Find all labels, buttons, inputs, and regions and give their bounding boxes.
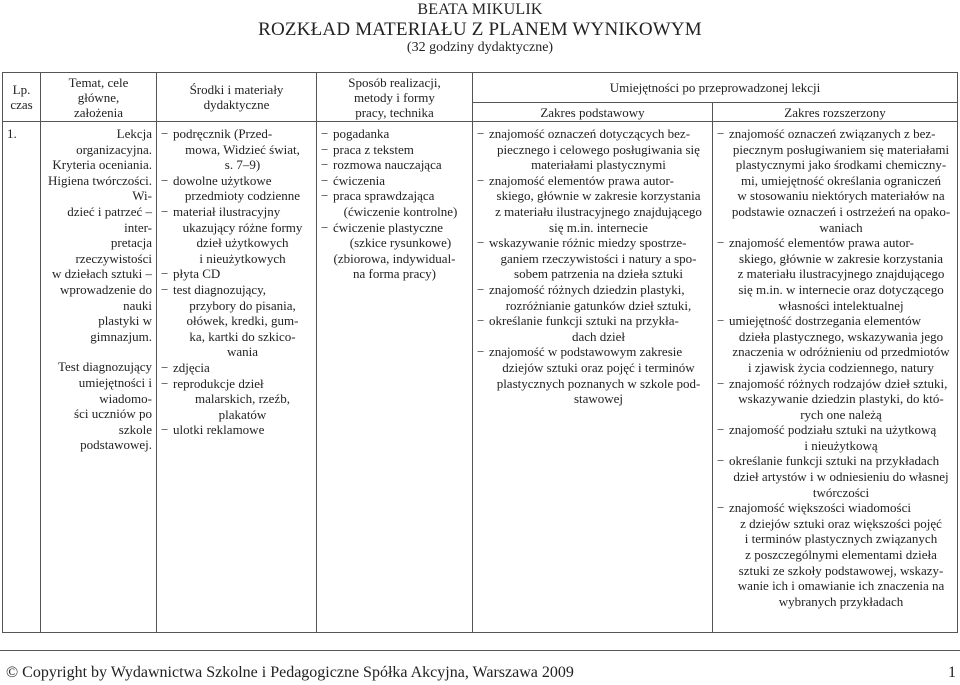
list-item-line [321,142,468,158]
topic-line: Kryteria oceniania. [52,157,152,173]
list-item-text: znajomość elementów prawa autor- [729,235,914,251]
document-subtitle: (32 godziny dydaktyczne) [406,40,554,55]
plan-table [2,72,958,633]
dash-marker: − [161,203,169,219]
header-methods-text: Sposób realizacji, metody i formy pracy, technika [348,74,441,120]
list-item-text: reprodukcje dzieł [173,375,264,391]
list-item-line: ołówek, kredki, gum- [186,313,299,329]
header-methods [317,73,473,122]
list-item-line: z poszczególnymi elementami dzieła [745,547,937,563]
list-item-line: plastycznymi jako środkami chemiczny- [735,157,947,173]
cell-topic [41,122,157,633]
basic-items [477,126,708,407]
dash-marker: − [717,313,725,329]
list-item [161,266,312,282]
dash-marker: − [321,219,329,235]
list-item-line: s. 7–9) [224,157,261,173]
cell-methods [317,122,473,633]
list-item-line: twórczości [812,484,870,500]
list-item-line [477,126,708,142]
list-item-line [477,173,708,189]
topic-line: Test diagnozujący [57,359,152,375]
list-item-text: określanie funkcji sztuki na przykła- [489,313,679,329]
list-item-line: dzieł użytkowych [196,235,289,251]
header-lp [3,73,41,122]
list-item-line: piecznym posługiwaniem się materiałami [732,141,950,157]
materials-list [157,122,316,442]
header-topic [41,73,157,122]
topic-line: podstawowej. [80,437,152,453]
materials-items [161,126,312,438]
list-item-line: rych one należą [800,406,882,422]
list-item-line [717,422,953,438]
list-item-text: znajomość oznaczeń związanych z bez- [729,126,936,141]
header-materials-text: Środki i materiały dydaktyczne [189,82,284,112]
list-item [477,313,708,344]
basic-skills-list [473,122,712,411]
dash-marker: − [161,172,169,188]
list-item-line: dziejów sztuki oraz pojęć i terminów [502,359,695,375]
header-skills [473,73,958,103]
header-skills-text: Umiejętności po przeprowadzonej lekcji [609,80,821,95]
list-item [321,220,468,251]
header-materials [157,73,317,122]
topic-line: plastyki w gimnazjum. [90,313,152,344]
list-item [321,126,468,142]
list-item [321,142,468,158]
list-item-line: waniach [819,219,863,235]
list-item [161,360,312,376]
methods-note: (zbiorowa, indywidual- [333,250,456,266]
list-item-line: mi, umiejętność określania ograniczeń [741,172,941,188]
list-item [717,376,953,423]
list-item-line: z materiału ilustracyjnego znajdującego [737,266,945,282]
dash-marker: − [321,172,329,188]
list-item-line: znaczenia w odróżnieniu od przedmiotów [732,344,950,360]
list-item-line [161,360,312,376]
list-item [161,173,312,204]
list-item [717,422,953,453]
list-item-line: plakatów [218,406,267,422]
dash-marker: − [717,453,725,469]
list-item-line: malarskich, rzeźb, [195,391,290,407]
dash-marker: − [321,188,329,204]
list-item-text: znajomość większości wiadomości [729,500,911,516]
list-item [477,173,708,235]
extended-skills-list [713,122,957,613]
dash-marker: − [161,266,169,282]
list-item-text: dowolne użytkowe [173,172,272,188]
topic-line: ści uczniów po szkole [74,406,152,437]
list-item-text: praca z tekstem [333,141,414,157]
list-item-line [161,204,312,220]
list-item-line [161,376,312,392]
header-basic-text: Zakres podstawowy [540,104,645,120]
list-item-line: dzieł artystów i w odniesieniu do własnej [733,469,949,485]
list-item-line: w stosowaniu niektórych materiałów na [737,188,945,204]
list-item-text: ćwiczenia [333,172,385,188]
dash-marker: − [477,172,485,188]
methods-list [317,122,472,286]
header-topic-text: Temat, cele główne, założenia [68,74,129,120]
dash-marker: − [477,313,485,329]
list-item-line [161,266,312,282]
list-item-line: przedmioty codzienne [184,188,301,204]
topic-line: pretacja rzeczywistości [75,235,152,266]
topic-line: w dziełach sztuki – [52,266,152,282]
list-item-line: dzieła plastycznego, wskazywania jego [738,328,944,344]
list-item-line [477,344,708,360]
list-item-line [321,220,468,236]
list-item [477,126,708,173]
copyright-notice: © Copyright by Wydawnictwa Szkolne i Pedagogiczne Spółka Akcyjna, Warszawa 2009 [6,664,574,681]
list-item-line: ukazujący różne formy [182,219,303,235]
dash-marker: − [161,126,169,141]
list-item-text: rozmowa nauczająca [333,157,442,173]
author-name: BEATA MIKULIK [417,1,543,18]
header-extended [713,103,958,122]
dash-marker: − [161,281,169,297]
table-row [3,122,958,633]
list-item [161,422,312,438]
dash-marker: − [477,344,485,360]
list-item-text: określanie funkcji sztuki na przykładach [729,453,940,469]
list-item [161,282,312,360]
row-number: 1. [7,126,17,141]
cell-materials [157,122,317,633]
list-item-text: płyta CD [173,266,221,282]
list-item-line [321,157,468,173]
list-item-text: materiał ilustracyjny [173,203,281,219]
header-basic [473,103,713,122]
list-item-line: i nieużytkowych [199,250,286,266]
cell-lp [3,122,41,633]
list-item [321,173,468,189]
list-item-line: skiego, głównie w zakresie korzystania [739,250,943,266]
list-item-line [477,282,708,298]
list-item-line: wania [226,344,259,360]
list-item-line: sztuki ze szkoły podstawowej, wskazy- [738,562,944,578]
cell-basic [473,122,713,633]
dash-marker: − [321,157,329,173]
list-item-line [717,376,953,392]
topic-line: umiejętności i wiadomo- [78,374,152,406]
topic-line: wprowadzenie do nauki [59,281,152,313]
list-item [717,235,953,313]
list-item [477,235,708,282]
list-item-line [161,173,312,189]
list-item-line: i terminów plastycznych związanych [744,531,938,547]
list-item-text: pogadanka [333,126,390,141]
dash-marker: − [161,422,169,438]
list-item-text: praca sprawdzająca [333,188,435,204]
dash-marker: − [717,126,725,141]
list-item-line: sobem patrzenia na dzieła sztuki [514,266,683,282]
cell-extended [713,122,958,633]
dash-marker: − [477,126,485,141]
list-item-line [717,235,953,251]
dash-marker: − [717,422,725,438]
list-item-text: znajomość różnych dziedzin plastyki, [489,281,685,297]
list-item-line: (szkice rysunkowe) [349,235,452,251]
list-item [477,282,708,313]
list-item-line: i nieużytkową [804,437,878,453]
list-item-line: (ćwiczenie kontrolne) [343,203,458,219]
list-item [161,126,312,173]
list-item-line [477,313,708,329]
list-item-line: rozróżnianie gatunków dzieł sztuki, [505,297,692,313]
list-item-text: ćwiczenie plastyczne [333,219,444,235]
list-item-text: znajomość różnych rodzajów dzieł sztuki, [729,375,948,391]
list-item [717,313,953,375]
document-title: ROZKŁAD MATERIAŁU Z PLANEM WYNIKOWYM [258,19,702,40]
page-number: 1 [948,664,956,681]
list-item [717,453,953,500]
topic-line: Lekcja organizacyjna. [76,126,152,157]
list-item [717,500,953,609]
dash-marker: − [321,141,329,157]
dash-marker: − [321,126,329,141]
dash-marker: − [717,375,725,391]
list-item-text: znajomość podziału sztuki na użytkową [729,422,937,438]
list-item-line: się m.in. internecie [549,219,648,235]
list-item-text: ulotki reklamowe [173,422,265,438]
dash-marker: − [161,359,169,375]
list-item-line [161,282,312,298]
list-item-text: podręcznik (Przed- [173,126,273,141]
list-item-line: dach dzieł [571,328,626,344]
list-item-line: przybory do pisania, [189,297,296,313]
list-item-line: z materiału ilustracyjnego znajdującego [495,203,702,219]
list-item-text: wskazywanie różnic miedzy spostrze- [489,235,687,251]
methods-items [321,126,468,251]
methods-note: na forma pracy) [352,266,436,282]
dash-marker: − [161,375,169,391]
list-item-text: znajomość elementów prawa autor- [489,172,674,188]
list-item-line [161,126,312,142]
list-item [321,157,468,173]
list-item-line: własności intelektualnej [778,297,904,313]
extended-items [717,126,953,609]
topic-line: Higiena twórczości. Wi- [48,172,152,204]
dash-marker: − [717,235,725,251]
list-item-line [321,188,468,204]
list-item-text: znajomość oznaczeń dotyczących bez- [489,126,691,141]
list-item-line: się m.in. w internecie oraz dotyczącego [738,281,944,297]
topic-text [41,122,156,457]
list-item-line: podstawie oznaczeń i ostrzeżeń na opako- [731,203,951,219]
list-item-line [321,173,468,189]
list-item-text: znajomość w podstawowym zakresie [489,344,683,360]
list-item [161,376,312,423]
list-item-line [717,500,953,516]
list-item-line: ganiem rzeczywistości i natury a spo- [500,250,697,266]
list-item-line [477,235,708,251]
list-item-line: z dziejów sztuki oraz większości pojęć [740,515,942,531]
list-item-line: stawowej [573,391,624,407]
dash-marker: − [717,500,725,516]
list-item-line [321,126,468,142]
list-item-line: ka, kartki do szkico- [189,328,296,344]
list-item-text: umiejętność dostrzegania elementów [729,313,922,329]
list-item [161,204,312,266]
list-item-text: zdjęcia [173,359,210,375]
header-lp-text: Lp. czas [10,82,33,112]
topic-line: dzieć i patrzeć – inter- [67,203,152,235]
list-item-line: wskazywanie dziedzin plastyki, do któ- [738,391,944,407]
list-item-line: plastycznych poznanych w szkole pod- [496,375,701,391]
header-extended-text: Zakres rozszerzony [784,104,886,120]
list-item-line: skiego, głównie w zakresie korzystania [496,188,701,204]
list-item-line [717,453,953,469]
dash-marker: − [477,235,485,251]
dash-marker: − [477,281,485,297]
list-item-line: piecznego i celowego posługiwania się [497,141,700,157]
list-item [321,188,468,219]
list-item [477,344,708,406]
list-item-line: wybranych przykładach [778,593,904,609]
list-item-text: test diagnozujący, [173,281,267,297]
list-item-line [717,313,953,329]
list-item-line [161,422,312,438]
list-item-line: wanie ich i omawianie ich znaczenia na [737,578,945,594]
list-item-line [717,126,953,142]
list-item-line: materiałami plastycznymi [531,157,666,173]
list-item [717,126,953,235]
list-item-line: i zjawisk życia codziennego, natury [748,359,934,375]
list-item-line: mowa, Widzieć świat, [185,141,300,157]
